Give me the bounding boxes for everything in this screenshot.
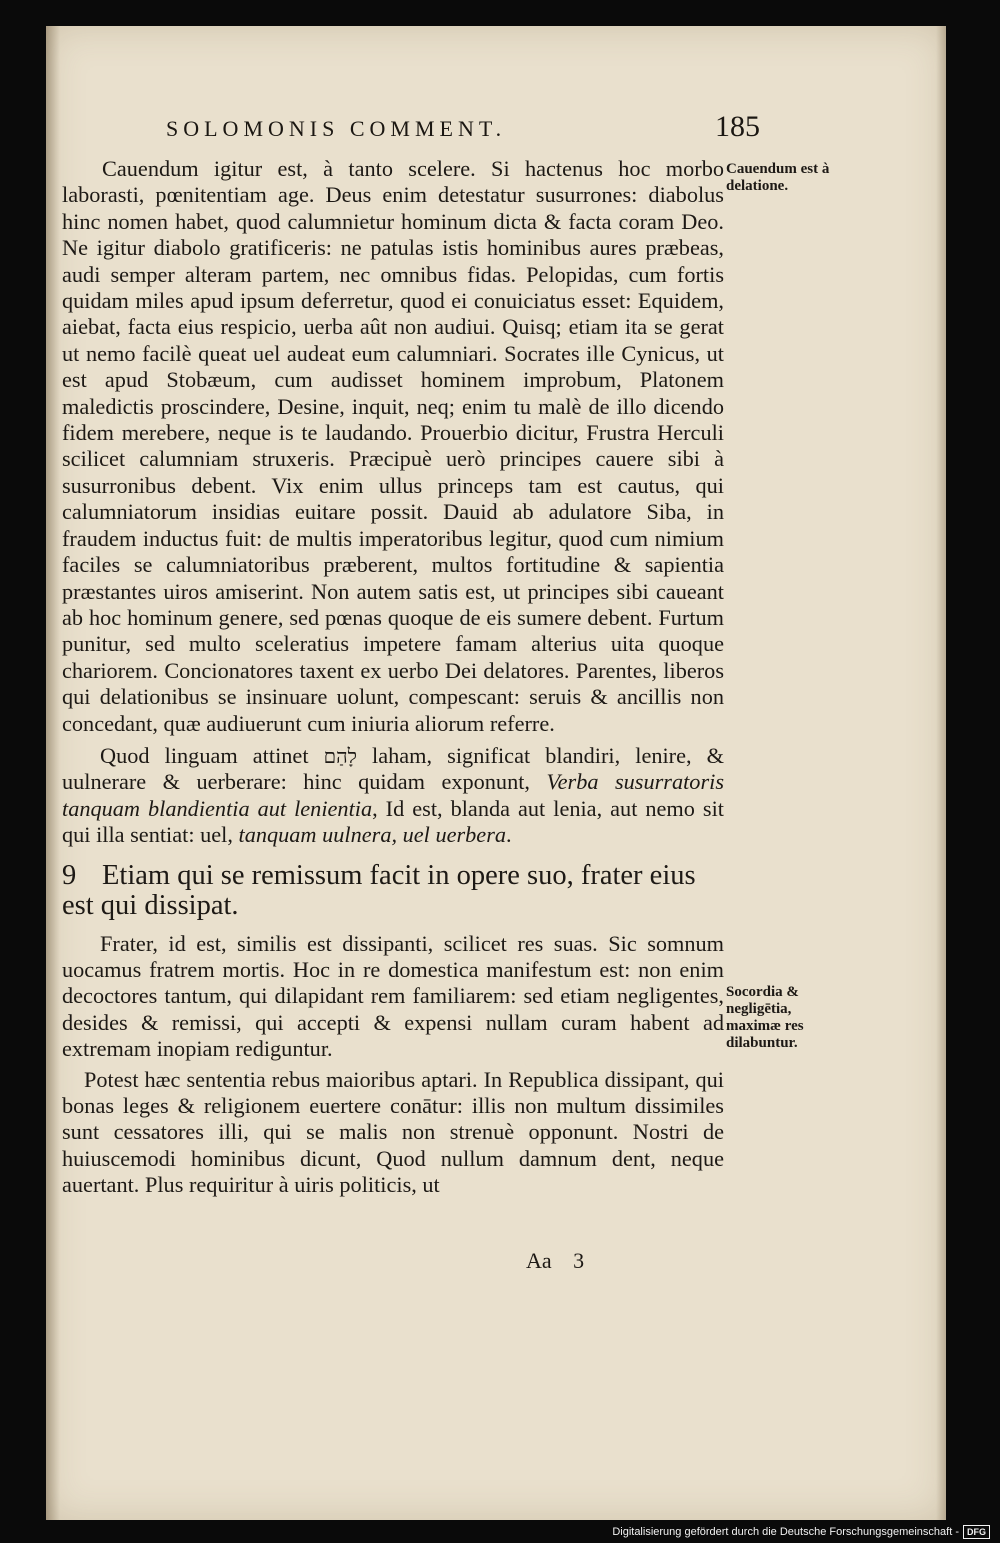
page-edge-shadow — [936, 26, 946, 1520]
page-number: 185 — [715, 110, 760, 143]
book-page — [46, 26, 946, 1520]
main-text — [62, 156, 724, 1199]
footer-text: Digitalisierung gefördert durch die Deutsche Forschungsgemeinschaft - — [612, 1526, 959, 1538]
margin-note-delation: Cauendum est à delatione. — [726, 161, 830, 194]
running-title: SOLOMONIS COMMENT. — [166, 116, 507, 141]
paragraph-laham — [62, 743, 724, 849]
paragraph-delation: Cauendum igitur est, à tanto scelere. Si hactenus hoc morbo laborasti, pœnitentiam age. Deus enim detestatur susurrones: diabolus hinc nomen habet, quod calumnietur hominum dicta & facta coram Deo. Ne igitur diabolo gratificeris: ne patulas istis hominibus aures præbeas, audi semper alteram partem, nec omnibus fidas. Pelopidas, cum fortis quidam miles apud ipsum deferretur, quod ei conuiciatus esset: Equidem, aiebat, facta eius respicio, uerba aût non audiui. Quisq; etiam ita se gerat ut nemo facilè queat uel audeat eum calumniari. Socrates ille Cynicus, ut est apud Stobæum, cum audisset hominem improbum, Platonem maledictis proscindere, Desine, inquit, neq; enim tu malè de illo dicendo fidem merebere, neque is te laudando. Prouerbio dicitur, Frustra Herculi scilicet calumniam struxeris. Præcipuè uerò principes cauere sibi à susurronibus debent. Vix enim ullus princeps tam est cautus, qui calumniatorum insidias euitare possit. Dauid ab adulatore Siba, in fraudem inductus fuit: de multis imperatoribus legitur, quod cum nimium faciles se calumniatoribus præberent, multos fortitudine & sapientia præstantes uiros amiserint. Non autem satis est, ut principes sibi caueant ab hoc hominum genere, sed pœnas quoque de eis sumere debent. Furtum punitur, sed multo sceleratius impetere famam alterius uita quoque chariorem. Concionatores taxent ex uerbo Dei delatores. Parentes, liberos qui delationibus se insinuare uolunt, compescant: seruis & ancillis non concedant, quæ audiuerunt cum iniuria aliorum referre. — [62, 156, 724, 736]
paragraph-laham-text1: Quod linguam attinet — [100, 742, 309, 768]
italic-quotation-2: tanquam uulnera, uel uerbera — [238, 822, 507, 848]
paragraph-laham-text4: . — [506, 822, 512, 848]
hebrew-word: לָהַם — [323, 743, 357, 768]
paragraph-frater: Frater, id est, similis est dissipanti, scilicet res suas. Sic somnum uocamus fratrem mortis. Hoc in re domestica manifestum est: non enim decoctores tantum, qui dilapidant rem familiarem: sed etiam negligentes, desides & remissi, qui accepti & expensi nullam curam habent ad extremam inopiam rediguntur. — [62, 930, 724, 1062]
verse-block — [62, 861, 724, 921]
dfg-logo: DFG — [963, 1525, 990, 1539]
signature-mark: Aa 3 — [526, 1248, 585, 1273]
paragraph-laham-text2: laham, significat blandiri, lenire, & uulnerare & uerberare: hinc quidam exponunt, — [62, 742, 725, 795]
digitization-footer — [612, 1525, 990, 1539]
page-header — [166, 110, 760, 150]
page-gutter-shadow — [46, 26, 60, 1520]
paragraph-laham-text3: , Id est, blanda aut lenia, aut nemo sit qui illa sentiat: uel, — [62, 795, 724, 848]
margin-note-socordia: Socordia & negligētia, maximæ res dilabuntur. — [726, 984, 804, 1051]
paragraph-republica: Potest hæc sententia rebus maioribus aptari. In Republica dissipant, qui bonas leges & religionem euertere conātur: illis non multum dissimiles sunt cessatores illi, qui se malis non strenuè opponunt. Nostri de huiuscemodi hominibus dicunt, Quod nullum damnum dent, neque auertant. Plus requiritur à uiris politicis, ut — [62, 1066, 724, 1198]
italic-quotation: Verba susurratoris tanquam blandientia aut lenientia — [62, 769, 725, 821]
verse-number: 9 — [62, 859, 77, 891]
verse-text: Etiam qui se remissum facit in opere suo, frater eius est qui dissipat. — [62, 859, 696, 921]
